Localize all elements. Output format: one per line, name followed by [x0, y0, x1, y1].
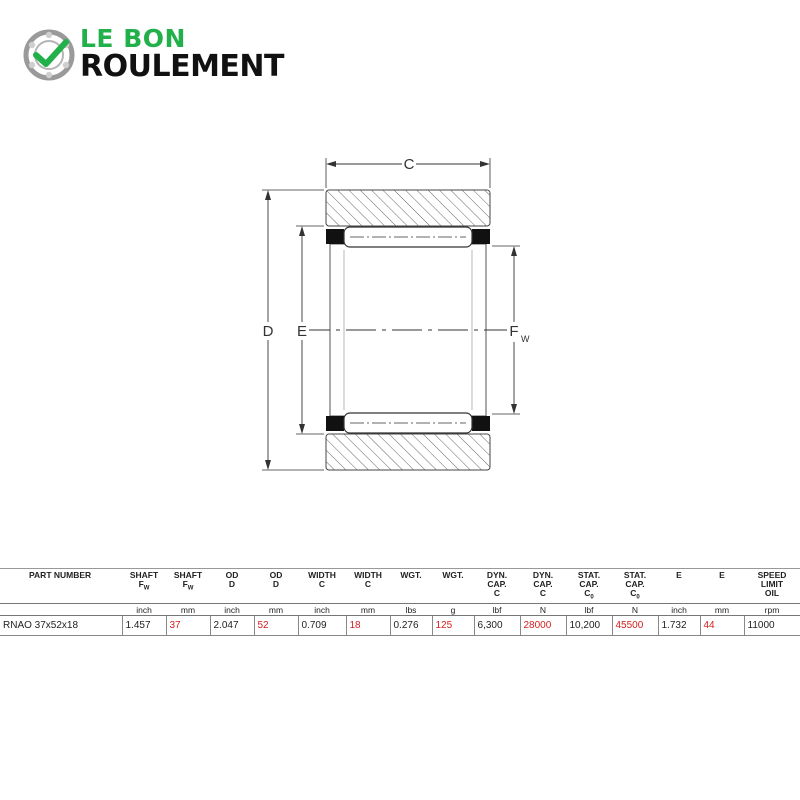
dim-fw-label: F — [509, 323, 519, 340]
cage-left-bottom — [326, 416, 344, 431]
column-header-subscript: W — [143, 585, 150, 592]
column-header — [0, 569, 122, 604]
column-header-text: $C_0$ — [584, 587, 594, 601]
column-unit: N — [520, 604, 566, 616]
cage-left-top — [326, 229, 344, 244]
column-unit: inch — [122, 604, 166, 616]
cell-stat-n: 45500 — [612, 615, 658, 635]
column-header-text: $F_W$ — [182, 578, 194, 592]
cell-dyn-n: 28000 — [520, 615, 566, 635]
column-unit: inch — [658, 604, 700, 616]
column-header-text: E — [719, 570, 725, 580]
cell-width-mm: 18 — [346, 615, 390, 635]
column-header-text: OD — [269, 570, 283, 580]
column-header — [122, 569, 166, 604]
dim-c-label: C — [403, 156, 415, 173]
cage-right-top — [472, 229, 490, 244]
table-row[interactable] — [0, 615, 800, 635]
column-unit: mm — [346, 604, 390, 616]
cell-e-inch: 1.732 — [658, 615, 700, 635]
column-unit: mm — [254, 604, 298, 616]
column-header-text: $C_0$ — [630, 587, 640, 601]
column-header-text: STAT. — [577, 570, 601, 580]
column-header — [390, 569, 432, 604]
column-header-text: C — [539, 587, 547, 598]
column-header-text: CAP. — [533, 578, 553, 589]
column-header — [166, 569, 210, 604]
column-unit: inch — [210, 604, 254, 616]
cell-od-inch: 2.047 — [210, 615, 254, 635]
column-header-text: DYN. — [486, 570, 508, 580]
brand-line1: LE BON — [80, 24, 186, 53]
column-header-text: CAP. — [625, 578, 645, 589]
cell-width-inch: 0.709 — [298, 615, 346, 635]
spec-body — [0, 615, 800, 635]
column-header-text: CAP. — [579, 578, 599, 589]
column-header-text: PART NUMBER — [29, 570, 92, 580]
brand-line2: ROULEMENT — [80, 49, 284, 84]
column-header — [744, 569, 800, 604]
column-header — [254, 569, 298, 604]
column-unit: inch — [298, 604, 346, 616]
column-header — [520, 569, 566, 604]
column-header — [210, 569, 254, 604]
column-unit: mm — [700, 604, 744, 616]
column-header-text: SHAFT — [129, 570, 159, 580]
column-unit: rpm — [744, 604, 800, 616]
column-header-text: $F_W$ — [138, 578, 150, 592]
column-header-text: CAP. — [487, 578, 507, 589]
column-unit: lbf — [474, 604, 520, 616]
cell-dyn-lbf: 6,300 — [474, 615, 520, 635]
cell-stat-lbf: 10,200 — [566, 615, 612, 635]
column-header-text: SHAFT — [173, 570, 203, 580]
column-header-subscript: 0 — [590, 594, 594, 601]
column-header-text: E — [676, 570, 682, 580]
column-header-text: SPEED — [757, 570, 787, 580]
column-header-text: C — [364, 578, 372, 589]
dim-fw-sub: W — [521, 334, 530, 344]
column-header-subscript: W — [187, 585, 194, 592]
cell-e-mm: 44 — [700, 615, 744, 635]
cell-shaft-inch: 1.457 — [122, 615, 166, 635]
column-header-text: WIDTH — [308, 570, 336, 580]
column-header-text: STAT. — [623, 570, 647, 580]
column-unit: lbf — [566, 604, 612, 616]
column-header-text: WIDTH — [354, 570, 382, 580]
column-header-subscript: 0 — [636, 594, 640, 601]
cage-right-bottom — [472, 416, 490, 431]
column-header — [432, 569, 474, 604]
cell-wgt-g: 125 — [432, 615, 474, 635]
column-header-text: DYN. — [532, 570, 554, 580]
column-unit — [0, 604, 122, 616]
column-unit: N — [612, 604, 658, 616]
spec-header-row — [0, 569, 800, 604]
column-header-text: D — [228, 578, 236, 589]
column-header — [566, 569, 612, 604]
cell-speed-rpm: 11000 — [744, 615, 800, 635]
column-header-text: OIL — [764, 587, 780, 598]
outer-ring-bottom — [326, 434, 490, 470]
dim-d-label: D — [262, 323, 274, 340]
column-unit: lbs — [390, 604, 432, 616]
column-unit: g — [432, 604, 474, 616]
spec-unit-row — [0, 604, 800, 616]
outer-ring-top — [326, 190, 490, 226]
dim-e-label: E — [296, 323, 308, 340]
column-header-text: LIMIT — [760, 578, 784, 589]
column-header-text: D — [272, 578, 280, 589]
column-header — [700, 569, 744, 604]
cell-od-mm: 52 — [254, 615, 298, 635]
column-header-text: OD — [225, 570, 239, 580]
column-header — [474, 569, 520, 604]
column-header — [612, 569, 658, 604]
cell-wgt-lbs: 0.276 — [390, 615, 432, 635]
column-header — [658, 569, 700, 604]
column-header — [346, 569, 390, 604]
column-header-text: WGT. — [400, 570, 422, 580]
cell-part-number: RNAO 37x52x18 — [0, 615, 122, 635]
column-header — [298, 569, 346, 604]
column-unit: mm — [166, 604, 210, 616]
column-header-text: WGT. — [442, 570, 464, 580]
column-header-text: C — [318, 578, 326, 589]
spec-table — [0, 568, 800, 636]
column-header-text: C — [493, 587, 501, 598]
cell-shaft-mm: 37 — [166, 615, 210, 635]
